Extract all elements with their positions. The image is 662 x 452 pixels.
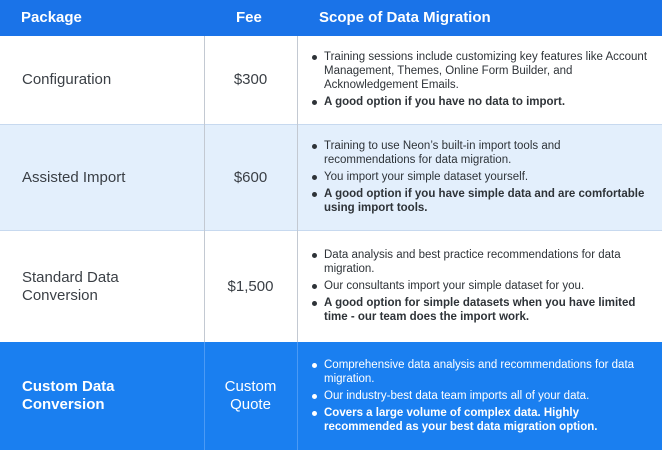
table-row-assisted-import xyxy=(0,124,662,230)
column-divider xyxy=(204,342,205,450)
scope-item: Our industry-best data team imports all of your data. xyxy=(311,389,651,403)
package-name: Configuration xyxy=(22,71,112,88)
table-row-standard-data-conversion xyxy=(0,230,662,342)
package-name: Custom Data Conversion xyxy=(22,378,115,413)
scope-item: Training sessions include customizing key features like Account Management, Themes, Online Form Builder, and Acknowledgement Emails. xyxy=(311,50,651,92)
table-row-custom-data-conversion xyxy=(0,342,662,450)
scope-item: Our consultants import your simple dataset for you. xyxy=(311,279,651,293)
package-fee: $1,500 xyxy=(227,277,274,295)
package-fee: Custom Quote xyxy=(224,378,277,413)
package-name: Standard Data Conversion xyxy=(22,268,119,304)
scope-list xyxy=(311,48,651,112)
scope-list xyxy=(311,246,651,327)
scope-item: Training to use Neon’s built-in import tools and recommendations for data migration. xyxy=(311,139,651,167)
header-scope: Scope of Data Migration xyxy=(319,9,491,26)
package-scope xyxy=(311,125,651,230)
table-header xyxy=(0,0,662,36)
scope-list xyxy=(311,356,651,437)
table-row-configuration xyxy=(0,36,662,124)
scope-item: You import your simple dataset yourself. xyxy=(311,170,651,184)
package-scope xyxy=(311,342,651,450)
scope-highlight: Covers a large volume of complex data. Highly recommended as your best data migration option. xyxy=(311,406,651,434)
column-divider xyxy=(297,36,298,342)
scope-highlight: A good option if you have no data to import. xyxy=(311,95,651,109)
package-scope xyxy=(311,231,651,342)
scope-item: Data analysis and best practice recommendations for data migration. xyxy=(311,248,651,276)
header-package: Package xyxy=(21,9,82,26)
header-fee: Fee xyxy=(236,9,262,26)
scope-highlight: A good option for simple datasets when you have limited time - our team does the import work. xyxy=(311,296,651,324)
scope-item: Comprehensive data analysis and recommendations for data migration. xyxy=(311,358,651,386)
column-divider xyxy=(204,36,205,342)
package-fee: $600 xyxy=(233,168,268,186)
package-fee: $300 xyxy=(233,71,268,88)
package-name: Assisted Import xyxy=(22,168,126,186)
scope-list xyxy=(311,137,651,218)
column-divider xyxy=(297,342,298,450)
scope-highlight: A good option if you have simple data and are comfortable using import tools. xyxy=(311,187,651,215)
package-scope xyxy=(311,36,651,124)
